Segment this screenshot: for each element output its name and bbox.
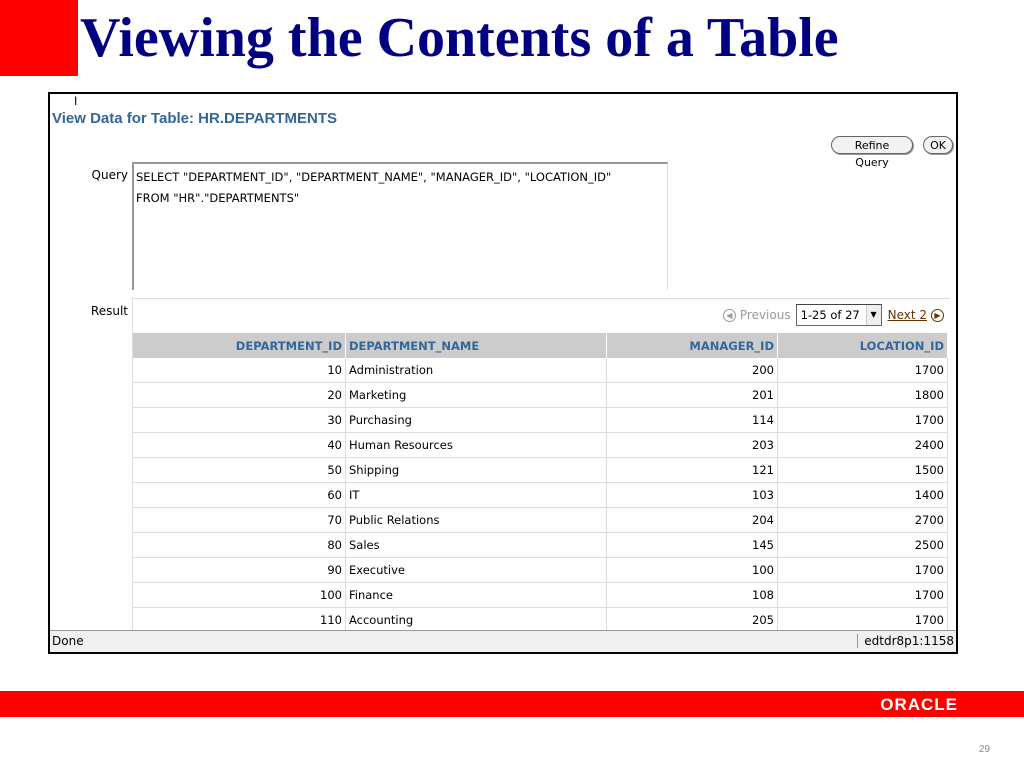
table-row — [133, 358, 948, 383]
cell-department-id: 50 — [133, 458, 346, 483]
cell-location-id: 1400 — [778, 483, 948, 508]
cell-department-id: 100 — [133, 583, 346, 608]
cell-location-id: 2500 — [778, 533, 948, 558]
table-row — [133, 608, 948, 633]
cell-location-id: 1700 — [778, 583, 948, 608]
result-label: Result — [90, 304, 128, 318]
cell-location-id: 1700 — [778, 608, 948, 633]
table-row — [133, 533, 948, 558]
cell-location-id: 1700 — [778, 558, 948, 583]
table-row — [133, 408, 948, 433]
cell-location-id: 1700 — [778, 358, 948, 383]
table-row — [133, 583, 948, 608]
table-row — [133, 433, 948, 458]
cell-manager-id: 203 — [607, 433, 778, 458]
cell-location-id: 1500 — [778, 458, 948, 483]
query-textarea[interactable] — [132, 162, 668, 290]
cell-manager-id: 114 — [607, 408, 778, 433]
cell-department-name: Finance — [346, 583, 607, 608]
cell-manager-id: 204 — [607, 508, 778, 533]
ok-button[interactable]: OK — [923, 136, 953, 154]
table-header-row — [133, 333, 948, 358]
status-text: Done — [52, 634, 84, 648]
cell-location-id: 1700 — [778, 408, 948, 433]
refine-query-button[interactable]: Refine Query — [831, 136, 913, 154]
cell-department-id: 40 — [133, 433, 346, 458]
range-select-value: 1-25 of 27 — [800, 308, 860, 322]
query-line: SELECT "DEPARTMENT_ID", "DEPARTMENT_NAME", "MANAGER_ID", "LOCATION_ID" — [136, 170, 612, 184]
cell-department-id: 90 — [133, 558, 346, 583]
table-row — [133, 508, 948, 533]
previous-link: Previous — [739, 308, 791, 322]
table-row — [133, 483, 948, 508]
cell-department-name: Marketing — [346, 383, 607, 408]
status-host: edtdr8p1:1158 — [857, 634, 954, 648]
cell-manager-id: 205 — [607, 608, 778, 633]
column-header-department-name[interactable]: DEPARTMENT_NAME — [346, 333, 607, 358]
next-circle-icon[interactable]: ▶ — [931, 309, 944, 322]
status-bar — [50, 630, 956, 652]
cell-manager-id: 200 — [607, 358, 778, 383]
cell-department-name: Human Resources — [346, 433, 607, 458]
pagination — [723, 301, 944, 329]
column-header-manager-id[interactable]: MANAGER_ID — [607, 333, 778, 358]
cell-location-id: 2400 — [778, 433, 948, 458]
red-corner-block — [0, 0, 78, 76]
departments-table — [133, 333, 948, 633]
cell-department-name: Purchasing — [346, 408, 607, 433]
query-line: FROM "HR"."DEPARTMENTS" — [136, 191, 300, 205]
chevron-down-icon[interactable]: ▼ — [866, 305, 881, 325]
cell-manager-id: 108 — [607, 583, 778, 608]
table-body — [133, 358, 948, 633]
cell-manager-id: 145 — [607, 533, 778, 558]
result-panel — [132, 298, 950, 654]
column-header-location-id[interactable]: LOCATION_ID — [778, 333, 948, 358]
text-cursor-icon: I — [74, 94, 78, 108]
cell-department-name: IT — [346, 483, 607, 508]
range-select[interactable] — [796, 304, 882, 326]
oracle-logo: ORACLE — [880, 695, 958, 714]
cell-manager-id: 103 — [607, 483, 778, 508]
cell-department-id: 60 — [133, 483, 346, 508]
footer-band — [0, 691, 1024, 717]
slide-title: Viewing the Contents of a Table — [80, 7, 839, 69]
cell-department-name: Public Relations — [346, 508, 607, 533]
page-heading: View Data for Table: HR.DEPARTMENTS — [52, 110, 338, 127]
cell-manager-id: 201 — [607, 383, 778, 408]
cell-location-id: 1800 — [778, 383, 948, 408]
cell-department-id: 30 — [133, 408, 346, 433]
cell-department-name: Executive — [346, 558, 607, 583]
query-label: Query — [91, 168, 128, 182]
cell-department-name: Administration — [346, 358, 607, 383]
table-row — [133, 558, 948, 583]
cell-department-id: 70 — [133, 508, 346, 533]
previous-circle-icon: ◀ — [723, 309, 736, 322]
next-link[interactable]: Next 2 — [887, 308, 927, 322]
cell-manager-id: 100 — [607, 558, 778, 583]
cell-department-id: 10 — [133, 358, 346, 383]
table-row — [133, 458, 948, 483]
cell-department-id: 110 — [133, 608, 346, 633]
cell-department-id: 80 — [133, 533, 346, 558]
browser-window — [48, 92, 958, 654]
cell-department-id: 20 — [133, 383, 346, 408]
cell-department-name: Shipping — [346, 458, 607, 483]
cell-location-id: 2700 — [778, 508, 948, 533]
cell-department-name: Sales — [346, 533, 607, 558]
column-header-department-id[interactable]: DEPARTMENT_ID — [133, 333, 346, 358]
cell-manager-id: 121 — [607, 458, 778, 483]
cell-department-name: Accounting — [346, 608, 607, 633]
table-row — [133, 383, 948, 408]
page-number: 29 — [978, 744, 990, 755]
